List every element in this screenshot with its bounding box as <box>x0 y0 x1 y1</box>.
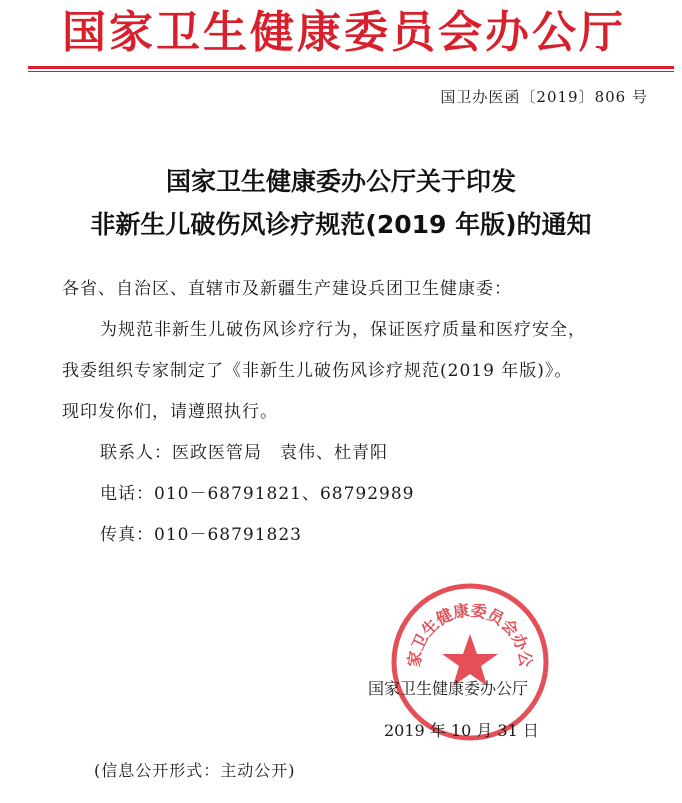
contact-phone: 电话：010－68791821、68792989 <box>100 484 415 504</box>
seal-text: 家卫生健康委员会办公 <box>404 600 536 669</box>
paragraph-line-1: 为规范非新生儿破伤风诊疗行为，保证医疗质量和医疗安全， <box>100 320 586 340</box>
issuer-masthead: 国家卫生健康委员会办公厅 <box>62 7 626 58</box>
red-rule-thin <box>28 71 674 72</box>
document-number: 国卫办医函〔2019〕806 号 <box>440 88 648 106</box>
red-rule-thick <box>28 66 674 69</box>
signing-office: 国家卫生健康委办公厅 <box>368 679 529 698</box>
disclosure-note: (信息公开形式：主动公开) <box>94 761 296 780</box>
salutation: 各省、自治区、直辖市及新疆生产建设兵团卫生健康委： <box>62 279 512 299</box>
contact-fax: 传真：010－68791823 <box>100 525 302 545</box>
contact-person: 联系人：医政医管局 袁伟、杜青阳 <box>100 443 388 463</box>
title-line-1: 国家卫生健康委办公厅关于印发 <box>165 167 516 196</box>
signing-date: 2019 年 10 月 31 日 <box>384 721 539 740</box>
title-line-2: 非新生儿破伤风诊疗规范(2019 年版)的通知 <box>90 210 592 239</box>
paragraph-line-2: 我委组织专家制定了《非新生儿破伤风诊疗规范(2019 年版)》。 <box>62 361 573 381</box>
paragraph-line-3: 现印发你们，请遵照执行。 <box>62 402 278 422</box>
